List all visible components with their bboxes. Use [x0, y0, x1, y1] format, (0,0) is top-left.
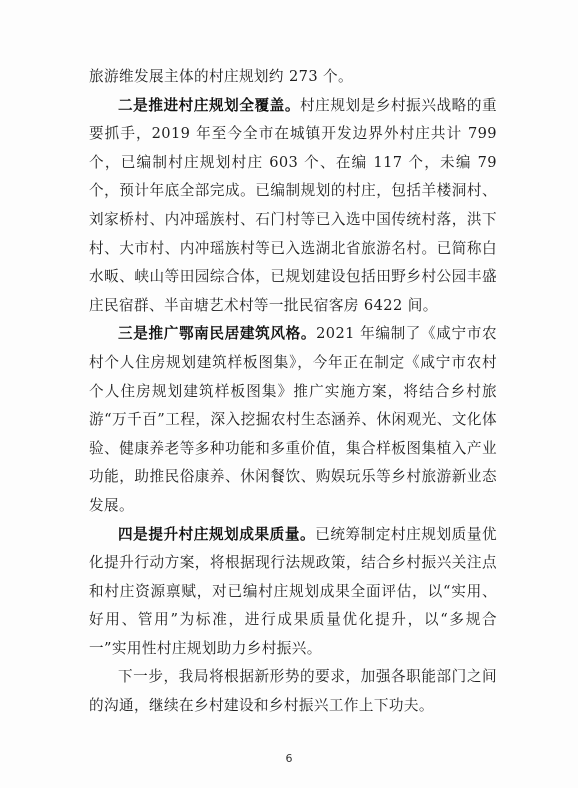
- paragraph-heading: 四是提升村庄规划成果质量。: [118, 525, 316, 543]
- paragraph-continuation: [89, 63, 497, 92]
- paragraph-architectural-style: [89, 320, 497, 520]
- paragraph-heading: 二是推进村庄规划全覆盖。: [118, 96, 300, 114]
- page-number: 6: [285, 752, 293, 765]
- paragraph-text: 村庄规划是乡村振兴战略的重要抓手，2019 年至今全市在城镇开发边界外村庄共计 799 个，已编制村庄规划村庄 603 个、在编 117 个，未编 79 个，预计年底全部完成。已编制规划的村庄，包括羊楼洞村、刘家桥村、内冲瑶族村、石门村等已入选中国传统村落，洪下村、大市村、内冲瑶族村等已入选湖北省旅游名村。已简称白水畈、峡山等田园综合体，已规划建设包括田野乡村公园丰盛庄民宿群、半亩塘艺术村等一批民宿客房 6422 间。: [89, 96, 497, 314]
- paragraph-text: 旅游维发展主体的村庄规划约 273 个。: [89, 68, 354, 85]
- paragraph-village-planning-coverage: [89, 92, 497, 321]
- paragraph-heading: 三是推广鄂南民居建筑风格。: [118, 325, 317, 343]
- paragraph-text: 下一步，我局将根据新形势的要求，加强各职能部门之间的沟通，继续在乡村建设和乡村振兴工作上下功夫。: [89, 668, 497, 715]
- document-body: [89, 63, 497, 721]
- paragraph-text: 已统筹制定村庄规划质量优化提升行动方案，将根据现行法规政策，结合乡村振兴关注点和村庄资源禀赋，对已编村庄规划成果全面评估，以“实用、好用、管用”为标准，进行成果质量优化提升，以“多规合一”实用性村庄规划助力乡村振兴。: [89, 525, 497, 657]
- paragraph-next-steps: [89, 663, 497, 720]
- paragraph-text: 2021 年编制了《咸宁市农村个人住房规划建筑样板图集》，今年正在制定《咸宁市农村个人住房规划建筑样板图集》推广实施方案，将结合乡村旅游“万千百”工程，深入挖掘农村生态涵养、休闲观光、文化体验、健康养老等多种功能和多重价值，集合样板图集植入产业功能，助推民俗康养、休闲餐饮、购娱玩乐等乡村旅游新业态发展。: [89, 325, 497, 514]
- paragraph-planning-quality: [89, 521, 497, 664]
